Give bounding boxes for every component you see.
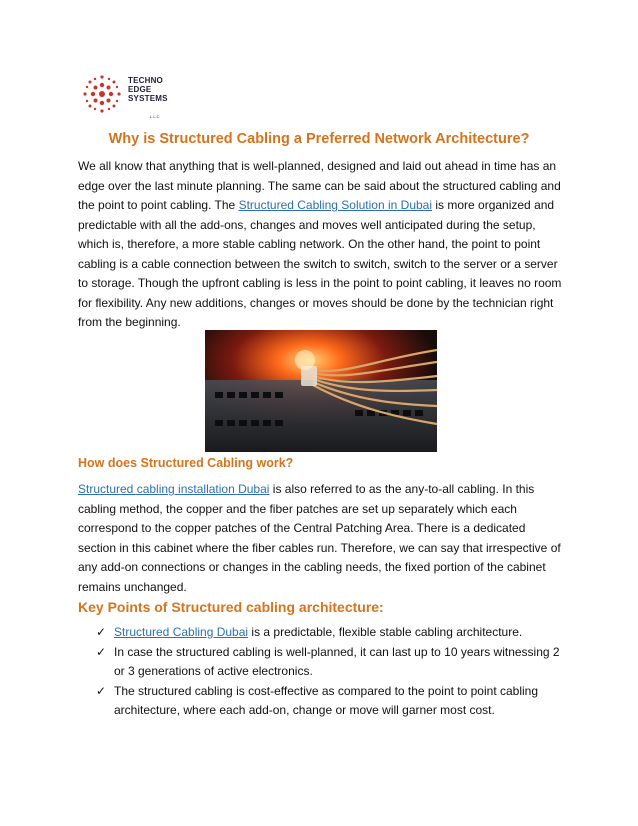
how-it-works-paragraph — [78, 480, 566, 597]
intro-paragraph — [78, 157, 566, 333]
section-heading-key-points: Key Points of Structured cabling architecture: — [78, 599, 384, 615]
key-points-list — [96, 623, 568, 721]
document-title: Why is Structured Cabling a Preferred Network Architecture? — [108, 131, 530, 147]
checkmark-icon: ✓ — [96, 625, 107, 639]
section-heading-how-it-works: How does Structured Cabling work? — [78, 456, 294, 470]
list-item-text: In case the structured cabling is well-planned, it can last up to 10 years witnessing 2 or 3 generations of active electronics. — [114, 644, 560, 678]
list-item — [96, 643, 568, 682]
logo-llc: L.L.C — [150, 114, 160, 119]
company-logo — [78, 70, 178, 120]
how-it-works-text: is also referred to as the any-to-all cabling. In this cabling method, the copper and the fiber patches are set up separately which each correspond to the copper patches of the Central Patching Area. There is a dedicated section in this cabinet where the fiber cables run. Therefore, we can say that irrespective of any add-on connections or changes in the cabling needs, the fixed portion of the cabinet remains unchanged. — [78, 482, 561, 594]
intro-text-start: We all know that anything that is well-planned, designed and laid out ahead in time has an edge over the last minute planning. The same can be said about the structured cabling and the point to point cabling. The — [78, 159, 561, 212]
logo-line-3: SYSTEMS — [128, 94, 168, 103]
logo-wordmark — [128, 76, 168, 103]
intro-text-end: is more organized and predictable with all the add-ons, changes and moves well anticipated during the setup, which is, therefore, a more stable cabling network. On the other hand, the point to point cabling is a cable connection between the switch to switch, switch to the server or a server to storage. Though the upfront cabling is less in the point to point cabling, it leaves no room for flexibility. Any new additions, changes or moves should be done by the technician right from the beginning. — [78, 198, 562, 329]
logo-emblem-icon — [78, 70, 126, 118]
checkmark-icon: ✓ — [96, 683, 107, 698]
logo-line-1: TECHNO — [128, 76, 163, 85]
checkmark-icon: ✓ — [96, 644, 107, 659]
list-item — [96, 623, 568, 643]
structured-cabling-dubai-link[interactable]: Structured Cabling Dubai — [114, 625, 249, 639]
list-item-text: The structured cabling is cost-effective as compared to the point to point cabling architecture, where each add-on, change or move will garner most cost. — [114, 683, 539, 717]
structured-cabling-installation-link[interactable]: Structured cabling installation Dubai — [78, 482, 270, 496]
structured-cabling-solution-link[interactable]: Structured Cabling Solution in Dubai — [238, 198, 433, 212]
list-item-text: is a predictable, flexible stable cabling architecture. — [248, 625, 523, 639]
list-item — [96, 682, 568, 721]
network-cables-photo — [205, 330, 437, 452]
logo-line-2: EDGE — [128, 85, 152, 94]
